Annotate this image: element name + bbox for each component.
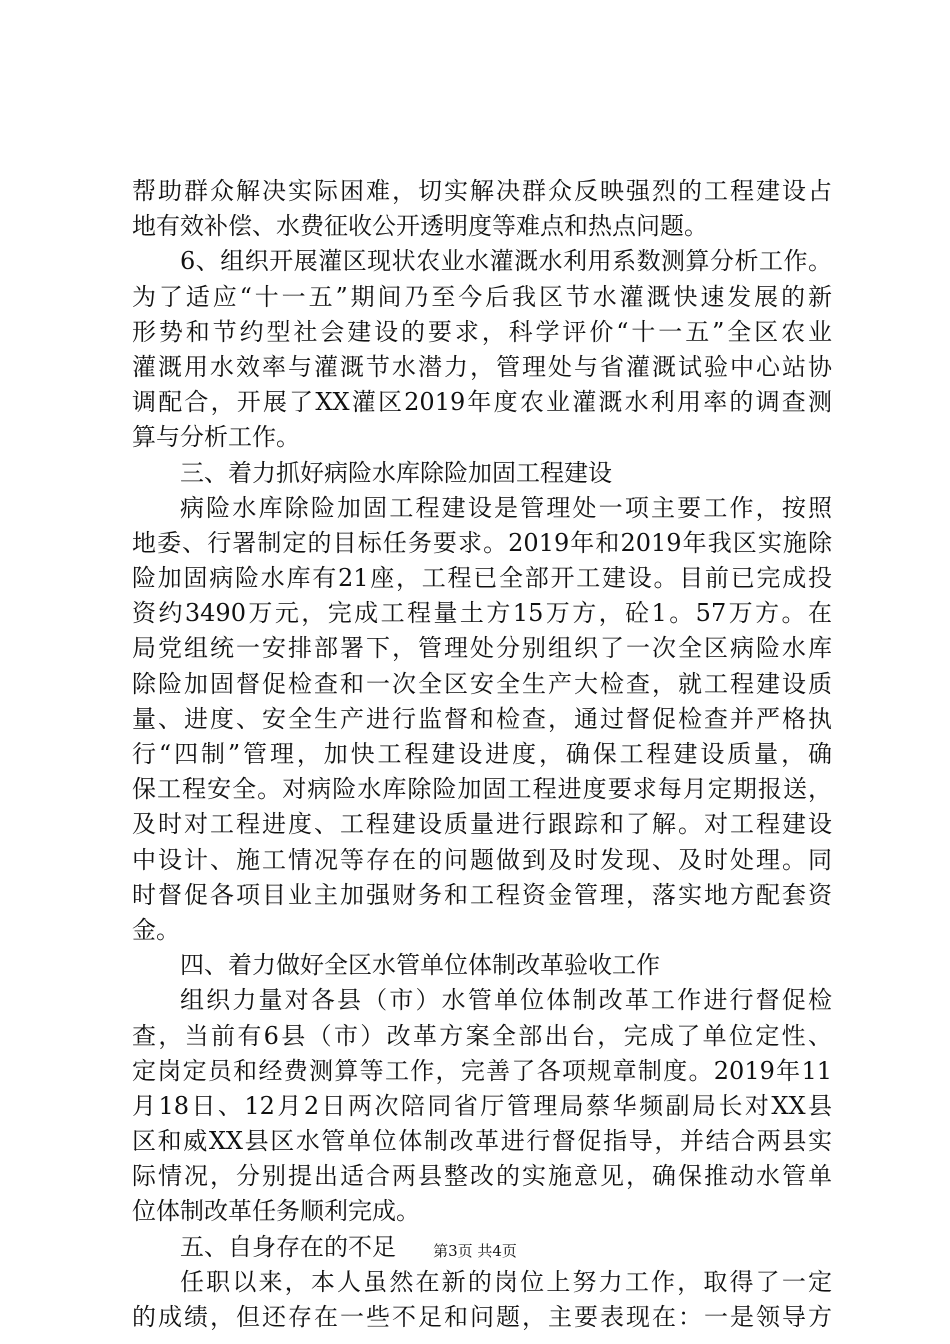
text-line: 三、着力抓好病险水库除险加固工程建设 (180, 458, 612, 487)
text-line: 五、自身存在的不足 (180, 1232, 396, 1261)
text-line: 局党组统一安排部署下，管理处分别组织了一次全区病险水库 (132, 634, 832, 663)
text-line: 地有效补偿、水费征收公开透明度等难点和热点问题。 (132, 212, 708, 241)
text-line: 形势和节约型社会建设的要求，科学评价“十一五”全区农业 (132, 317, 832, 346)
text-line: 金。 (132, 915, 180, 944)
text-line: 时督促各项目业主加强财务和工程资金管理，落实地方配套资 (132, 880, 832, 909)
page-footer (0, 1240, 950, 1261)
text-line: 的成绩，但还存在一些不足和问题，主要表现在：一是领导方 (132, 1303, 832, 1331)
text-line: 际情况，分别提出适合两县整改的实施意见，确保推动水管单 (132, 1162, 832, 1191)
text-line: 6、组织开展灌区现状农业水灌溉水利用系数测算分析工作。 (180, 247, 832, 276)
text-line: 地委、行署制定的目标任务要求。2019年和2019年我区实施除 (132, 528, 832, 557)
text-line: 保工程安全。对病险水库除险加固工程进度要求每月定期报送， (132, 775, 832, 804)
text-line: 量、进度、安全生产进行监督和检查，通过督促检查并严格执 (132, 704, 832, 733)
text-line: 组织力量对各县（市）水管单位体制改革工作进行督促检 (180, 986, 832, 1015)
text-line: 及时对工程进度、工程建设质量进行跟踪和了解。对工程建设 (132, 810, 832, 839)
text-line: 病险水库除险加固工程建设是管理处一项主要工作，按照 (180, 493, 832, 522)
text-line: 位体制改革任务顺利完成。 (132, 1197, 420, 1226)
text-line: 定岗定员和经费测算等工作，完善了各项规章制度。2019年11 (132, 1056, 832, 1085)
text-line: 月18日、12月2日两次陪同省厅管理局蔡华频副局长对XX县 (132, 1091, 832, 1120)
page-number-label: 第3页 共4页 (433, 1242, 517, 1260)
text-line: 帮助群众解决实际困难，切实解决群众反映强烈的工程建设占 (132, 177, 832, 205)
document-body (132, 174, 832, 1335)
text-line: 查，当前有6县（市）改革方案全部出台，完成了单位定性、 (132, 1021, 832, 1050)
text-line: 中设计、施工情况等存在的问题做到及时发现、及时处理。同 (132, 845, 832, 874)
text-line: 任职以来，本人虽然在新的岗位上努力工作，取得了一定 (180, 1267, 832, 1296)
text-line: 灌溉用水效率与灌溉节水潜力，管理处与省灌溉试验中心站协 (132, 352, 832, 381)
text-line: 为了适应“十一五”期间乃至今后我区节水灌溉快速发展的新 (132, 282, 832, 311)
text-line: 行“四制”管理，加快工程建设进度，确保工程建设质量，确 (132, 740, 832, 768)
text-line: 资约3490万元，完成工程量土方15万方，砼1。57万方。在 (132, 599, 832, 628)
text-line: 区和威XX县区水管单位体制改革进行督促指导，并结合两县实 (132, 1127, 832, 1156)
text-line: 险加固病险水库有21座，工程已全部开工建设。目前已完成投 (132, 564, 832, 593)
text-line: 除险加固督促检查和一次全区安全生产大检查，就工程建设质 (132, 669, 832, 698)
text-line: 调配合，开展了XX灌区2019年度农业灌溉水利用率的调查测 (132, 388, 832, 417)
text-line: 四、着力做好全区水管单位体制改革验收工作 (180, 951, 660, 980)
text-line: 算与分析工作。 (132, 423, 300, 452)
